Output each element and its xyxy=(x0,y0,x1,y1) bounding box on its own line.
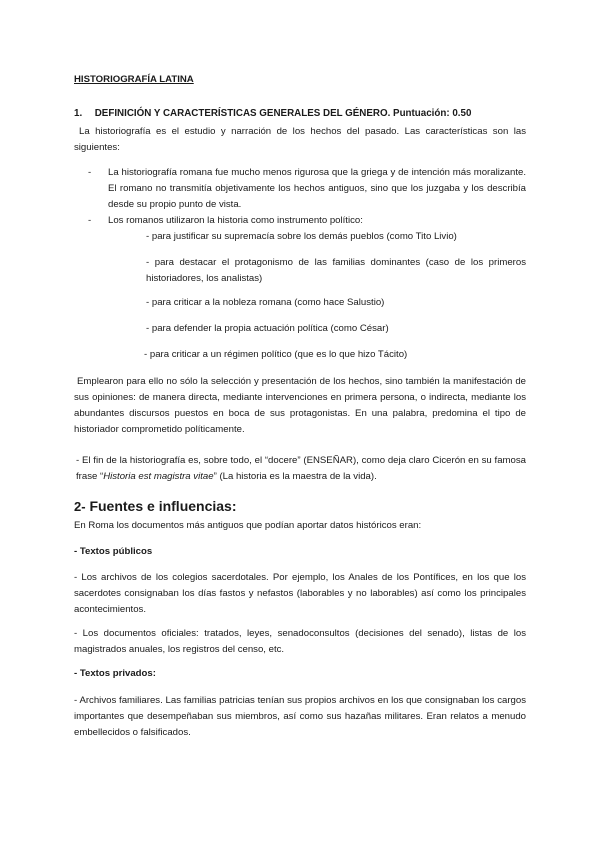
section-1-number: 1. xyxy=(74,108,83,119)
purpose-item: - para criticar a un régimen político (que es lo que hizo Tácito) xyxy=(144,349,408,360)
purpose-item: - para defender la propia actuación política (como César) xyxy=(146,323,389,334)
bullet-dash: - xyxy=(88,215,92,226)
purpose-item: - para justificar su supremacía sobre los demás pueblos (como Tito Livio) xyxy=(146,231,457,242)
purpose-item: - para destacar el protagonismo de las familias dominantes (caso de los primeros historiadores, los analistas) xyxy=(146,257,526,284)
section-2-number: 2- xyxy=(74,499,86,514)
public-item: - Los documentos oficiales: tratados, leyes, senadoconsultos (decisiones del senado), listas de los magistrados anuales, los registros del censo, etc. xyxy=(74,628,526,655)
latin-quote: Historia est magistra vitae xyxy=(103,471,214,482)
public-item: - Los archivos de los colegios sacerdotales. Por ejemplo, los Anales de los Pontífices, en los que los sacerdotes consignaban los días fastos y nefastos (laborables y no laborables) así como los principales acontecimientos. xyxy=(74,572,526,615)
section-1-title: DEFINICIÓN Y CARACTERÍSTICAS GENERALES DEL GÉNERO. Puntuación: 0.50 xyxy=(94,108,472,119)
public-texts-label: - Textos públicos xyxy=(74,546,153,557)
methods-paragraph: Emplearon para ello no sólo la selección y presentación de los hechos, sino también la manifestación de sus opiniones: de manera directa, mediante intervenciones en primera persona, o indirecta, mediante los abundantes discursos puestos en boca de sus protagonistas. En una palabra, predomina el tipo de historiador comprometido políticamente. xyxy=(74,376,526,435)
section-1-heading xyxy=(74,106,471,122)
bullet-item: La historiografía romana fue mucho menos rigurosa que la griega y de intención más moralizante. El romano no transmitía objetivamente los hechos antiguos, sino que los juzgaba y los describía desde su propio punto de vista. xyxy=(108,167,526,210)
private-texts-label: - Textos privados: xyxy=(74,668,156,679)
bullet-item: Los romanos utilizaron la historia como instrumento político: xyxy=(108,215,363,226)
private-item: - Archivos familiares. Las familias patricias tenían sus propios archivos en los que consignaban los cargos importantes que desempeñaban sus miembros, así como sus hazañas militares. Eran relatos a menudo embellecidos o falsificados. xyxy=(74,695,526,738)
section-2-title: Fuentes e influencias: xyxy=(89,498,237,514)
bullet-dash: - xyxy=(88,167,92,178)
document-title: HISTORIOGRAFÍA LATINA xyxy=(74,74,194,85)
aim-paragraph xyxy=(76,453,526,485)
intro-paragraph: La historiografía es el estudio y narración de los hechos del pasado. Las características son las siguientes: xyxy=(74,126,526,153)
aim-text-end: ” (La historia es la maestra de la vida). xyxy=(213,471,377,482)
aim-text: - El fin de la historiografía es, sobre todo, el “docere” (ENSEÑAR), como deja claro Cicerón en su famosa frase “ xyxy=(76,455,526,482)
sources-intro: En Roma los documentos más antiguos que podían aportar datos históricos eran: xyxy=(74,520,422,531)
purpose-item: - para criticar a la nobleza romana (como hace Salustio) xyxy=(146,297,385,308)
section-2-heading xyxy=(74,496,237,517)
